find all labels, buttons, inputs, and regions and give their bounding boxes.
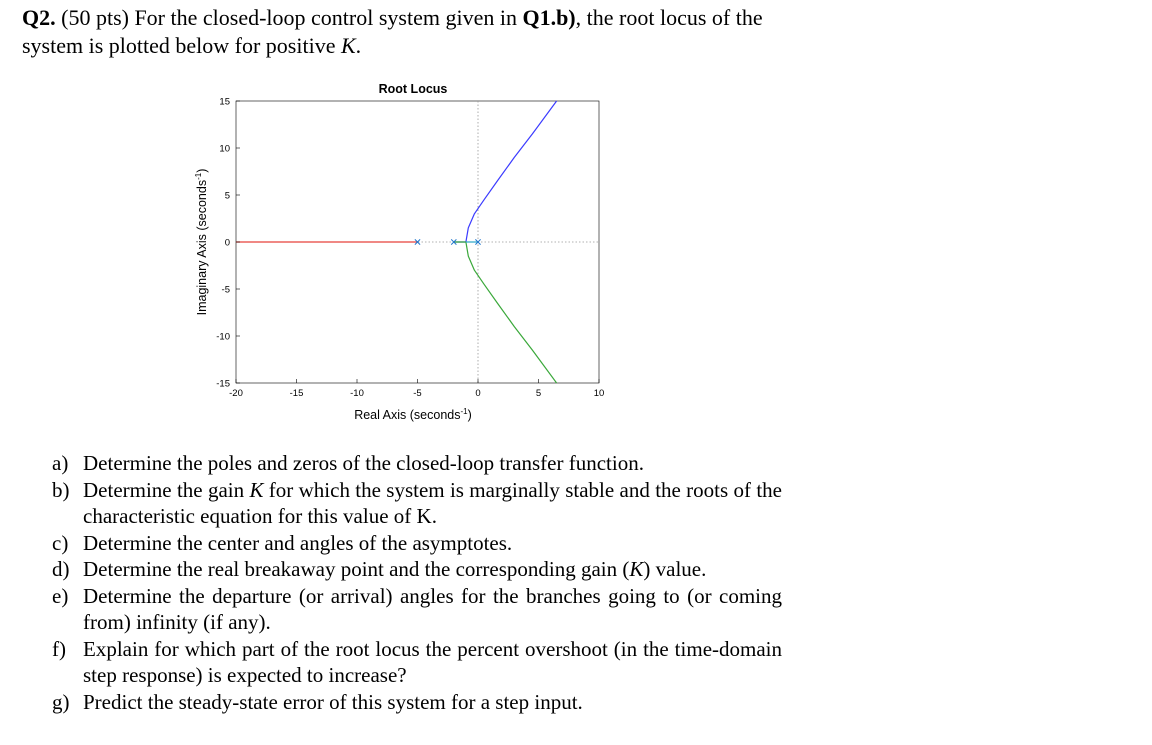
heading-variable: K: [340, 33, 356, 58]
question-item: [52, 689, 782, 716]
question-item: [52, 530, 782, 557]
item-text: Explain for which part of the root locus the percent overshoot (in the time-domain step response) is expected to increase?: [83, 636, 782, 687]
item-letter: f): [52, 636, 66, 661]
x-axis-label: Real Axis (seconds$^{-1}$): [354, 407, 472, 422]
y-tick-label: 5: [224, 190, 230, 202]
item-letter: b): [52, 477, 70, 502]
question-item: [52, 583, 782, 636]
heading-text-3: .: [355, 33, 362, 58]
question-item: [52, 636, 782, 689]
x-tick-label: -15: [289, 388, 304, 399]
question-item: [52, 556, 782, 583]
heading-text-1: (50 pts) For the closed-loop control system given in: [55, 5, 523, 30]
question-number: Q2.: [22, 5, 56, 30]
root-locus-figure: [180, 75, 620, 435]
y-tick-label: 0: [224, 237, 230, 249]
question-list: [52, 450, 782, 715]
item-letter: e): [52, 583, 69, 608]
x-tick-label: 0: [475, 388, 481, 399]
question-item: [52, 450, 782, 477]
item-text: Predict the steady-state error of this system for a step input.: [83, 689, 583, 714]
chart-title: Root Locus: [378, 82, 448, 96]
heading-text-2: , the root locus of the system is plotted below for positive: [22, 5, 763, 58]
item-letter: g): [52, 689, 70, 714]
y-tick-label: -10: [216, 331, 230, 343]
question-heading: [22, 4, 822, 60]
x-tick-label: 10: [593, 388, 605, 399]
y-tick-label: -15: [216, 378, 230, 390]
y-axis-label: Imaginary Axis (seconds$^{-1}$): [194, 168, 209, 316]
x-tick-label: -5: [413, 388, 422, 399]
item-text: Determine the center and angles of the asymptotes.: [83, 530, 513, 555]
question-item: [52, 477, 782, 530]
item-text: Determine the real breakaway point and the corresponding gain (K) value.: [83, 557, 707, 581]
item-text: Determine the gain K for which the system is marginally stable and the roots of the characteristic equation for this value of K.: [83, 477, 782, 528]
item-text: Determine the departure (or arrival) angles for the branches going to (or coming from) infinity (if any).: [83, 583, 782, 634]
item-letter: a): [52, 451, 69, 475]
x-tick-label: -20: [229, 388, 243, 399]
x-tick-label: 5: [535, 388, 542, 399]
heading-reference: Q1.b): [522, 5, 576, 30]
x-tick-label: -10: [350, 388, 364, 399]
item-letter: d): [52, 557, 70, 581]
y-tick-label: 15: [219, 96, 230, 108]
y-tick-label: 10: [219, 143, 230, 155]
item-text: Determine the poles and zeros of the closed-loop transfer function.: [83, 451, 644, 475]
item-letter: c): [52, 530, 69, 555]
y-tick-label: -5: [221, 284, 230, 296]
